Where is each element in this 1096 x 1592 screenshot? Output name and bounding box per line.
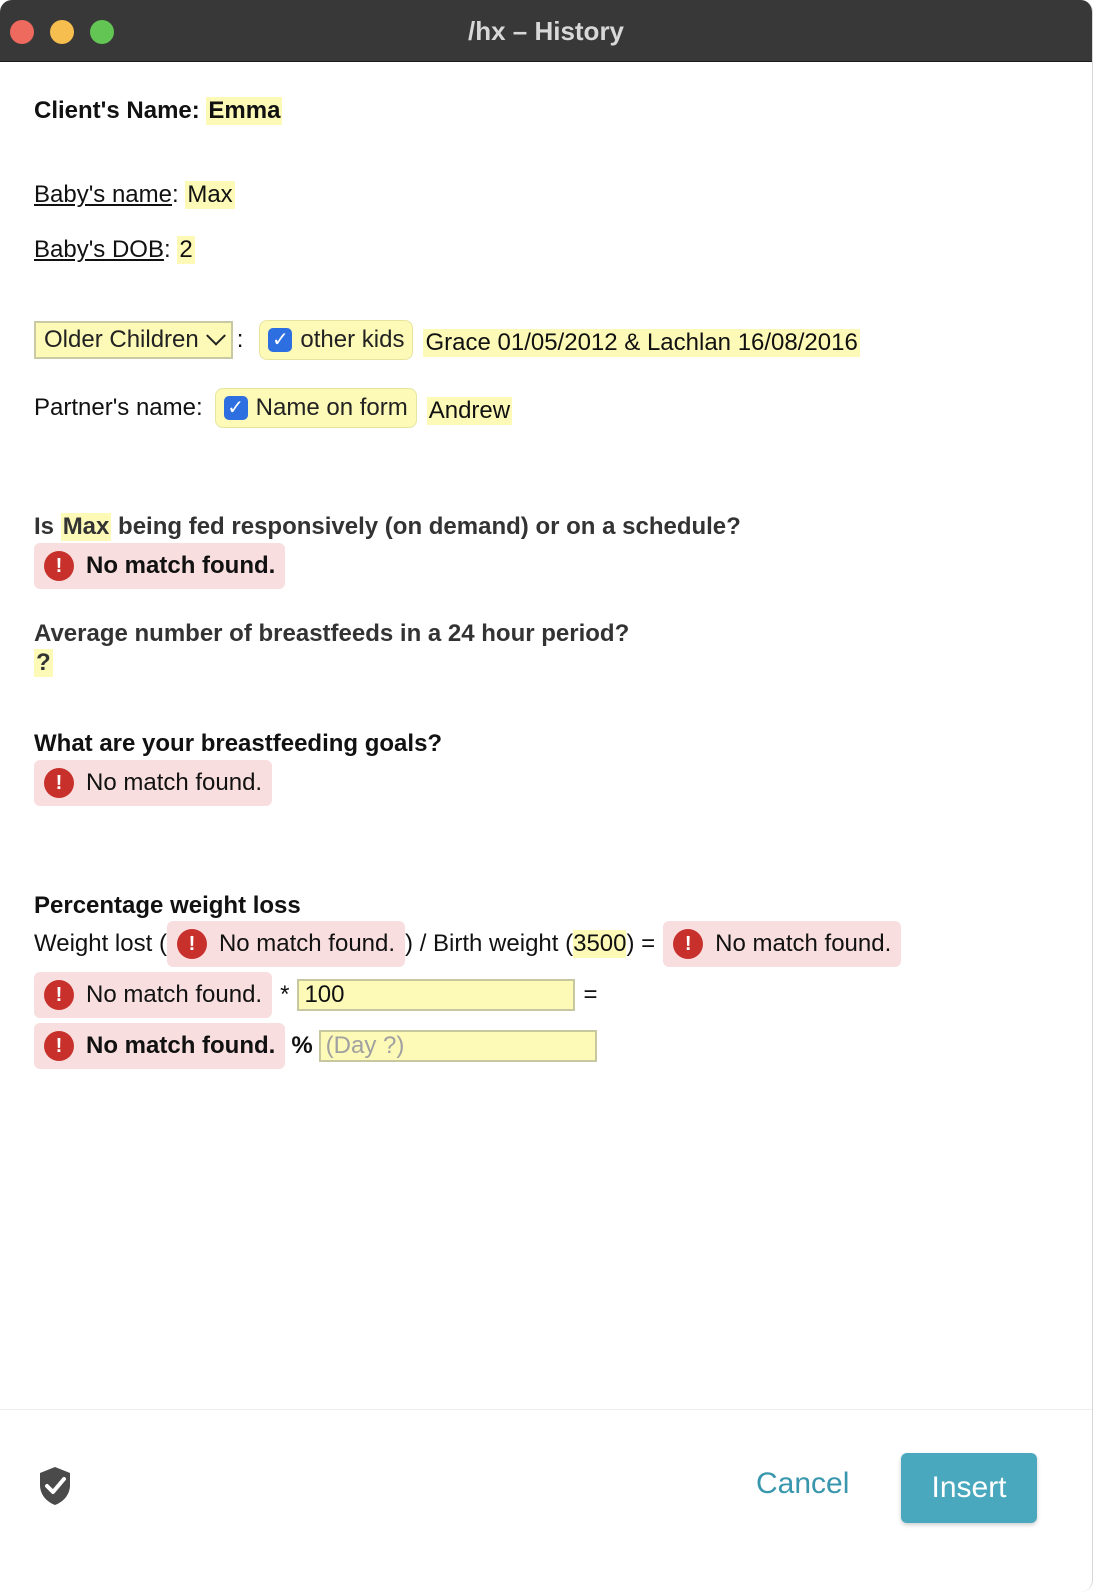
baby-dob-row [34, 236, 195, 264]
checkbox-checked-icon[interactable]: ✓ [224, 396, 248, 420]
baby-name-label: Baby's name [34, 181, 172, 208]
older-children-sep: : [236, 326, 244, 353]
baby-name-value[interactable]: Max [187, 181, 233, 208]
ratio-error[interactable] [663, 921, 901, 967]
older-children-select[interactable] [34, 321, 233, 359]
ratio2-error[interactable] [34, 972, 272, 1018]
weight-lost-label: Weight lost ( [34, 930, 167, 957]
client-name-value[interactable]: Emma [208, 97, 281, 124]
error-icon: ! [673, 929, 703, 959]
name-on-form-toggle[interactable] [215, 388, 417, 428]
window-title: /hx – History [467, 16, 625, 46]
feeding-answer-row [34, 543, 285, 589]
baby-name-sep: : [172, 181, 179, 208]
weight-loss-row-1 [34, 921, 901, 967]
breastfeeds-answer-row [34, 649, 53, 677]
older-children-select-value: Older Children [44, 326, 199, 353]
weight-lost-text: No match found. [218, 930, 396, 957]
partner-value[interactable]: Andrew [428, 397, 511, 424]
insert-button[interactable]: Insert [901, 1453, 1037, 1523]
error-icon: ! [44, 980, 74, 1010]
times-sign: * [280, 981, 290, 1008]
ratio2-text: No match found. [86, 981, 263, 1008]
weight-loss-heading-text: Percentage weight loss [34, 892, 301, 919]
feeding-answer-text: No match found. [86, 552, 276, 579]
baby-dob-label: Baby's DOB [34, 236, 164, 263]
equals-label: ) = [626, 930, 656, 957]
goals-answer-text: No match found. [86, 769, 263, 796]
goals-answer-error[interactable] [34, 760, 272, 806]
equals2-sign: = [583, 981, 598, 1008]
cancel-button[interactable]: Cancel [750, 1466, 855, 1502]
error-icon: ! [44, 768, 74, 798]
ratio-text: No match found. [715, 930, 892, 957]
other-kids-toggle[interactable] [259, 320, 413, 360]
feeding-question-suffix: being fed responsively (on demand) or on a schedule? [118, 513, 741, 540]
goals-question [34, 730, 442, 758]
birth-weight-value[interactable]: 3500 [573, 930, 627, 957]
birth-weight-label: ) / Birth weight ( [405, 930, 574, 957]
client-name-label: Client's Name: [34, 97, 200, 124]
day-input[interactable] [319, 1030, 597, 1062]
shield-check-icon[interactable] [38, 1466, 72, 1506]
goals-question-text: What are your breastfeeding goals? [34, 730, 443, 757]
partner-label: Partner's name: [34, 394, 203, 421]
baby-dob-sep: : [163, 236, 171, 263]
error-icon: ! [44, 1031, 74, 1061]
name-on-form-label: Name on form [255, 394, 408, 421]
chevron-down-icon [206, 326, 226, 346]
baby-name-row [34, 181, 235, 209]
percent-sign: % [291, 1032, 313, 1059]
percent-text: No match found. [86, 1032, 276, 1059]
breastfeeds-answer[interactable]: ? [36, 649, 51, 676]
title-bar [0, 0, 1092, 62]
other-kids-label: other kids [300, 326, 405, 353]
weight-loss-row-2 [34, 972, 597, 1018]
client-name-row [34, 97, 282, 125]
breastfeeds-question: Average number of breastfeeds in a 24 hour period? [34, 620, 630, 647]
older-children-value[interactable]: Grace 01/05/2012 & Lachlan 16/08/2016 [425, 329, 858, 356]
weight-loss-heading [34, 892, 301, 920]
multiplier-input[interactable] [297, 979, 575, 1011]
feeding-question-name: Max [62, 513, 110, 540]
feeding-question-prefix: Is [34, 513, 55, 540]
goals-answer-row [34, 760, 272, 806]
footer-bar [0, 1409, 1092, 1592]
older-children-row [34, 320, 860, 360]
weight-lost-error[interactable] [167, 921, 405, 967]
error-icon: ! [177, 929, 207, 959]
partner-row [34, 388, 512, 428]
error-icon: ! [44, 551, 74, 581]
percent-error[interactable] [34, 1023, 285, 1069]
baby-dob-value[interactable]: 2 [179, 236, 193, 263]
checkbox-checked-icon[interactable]: ✓ [268, 328, 292, 352]
feeding-answer-error[interactable] [34, 543, 285, 589]
weight-loss-row-3 [34, 1023, 597, 1069]
feeding-question [34, 513, 741, 541]
